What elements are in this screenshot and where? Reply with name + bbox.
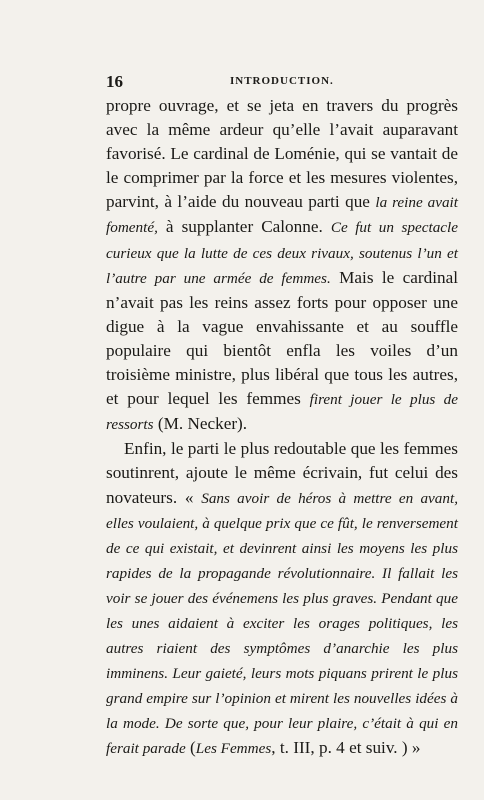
body-text [106,94,458,762]
italic-run: firent jouer le plus de ressorts [106,391,459,434]
running-title: INTRODUCTION. [230,75,334,87]
page-number: 16 [106,72,123,91]
paragraph-1 [106,94,458,437]
italic-run: la reine avait fomenté, [106,194,458,237]
text-run: ( [185,738,196,758]
paragraph-2 [106,437,458,761]
italic-run: Ce fut un spectacle curieux que la lutte de ces deux rivaux, soutenus l’un et l’autre par une armée de femmes. [106,219,458,287]
italic-run: Sans avoir de héros à mettre en avant, elles voulaient, à quelque prix que ce fût, le renversement de ce qui existait, et devinrent ainsi les moyens les plus rapides de la propagande révolutionnaire. Il fallait les voir se jouer des événemens les plus graves. Pendant que les unes aidaient à exciter les orages politiques, les autres riaient des symptômes d’anarchie les plus imminens. Leur gaieté, leurs mots piquans prirent le plus grand empire sur l’opinion et mirent les nouvelles idées à la mode. De sorte que, pour leur plaire, c’était à qui en ferait parade [106,489,458,758]
text-run: propre ouvrage, et se jeta en travers du progrès avec la même ardeur qu’elle l’avait auparavant favorisé. Le cardinal de Loménie, qui se vantait de le comprimer par la force et les mesures violentes, parvint, à l’aide du nouveau parti que [106,96,458,212]
text-run: à supplanter Calonne. [157,217,331,237]
text-run: Mais le cardinal n’avait pas les reins assez forts pour opposer une digue à la vague envahissante et au souffle populaire qui bientôt enfla les voiles d’un troisième ministre, plus libéral que tous les autres, et pour lequel les femmes [106,267,458,409]
italic-run: Les Femmes [195,740,272,758]
text-run: Enfin, le parti le plus redoutable que les femmes soutinrent, ajoute le même écrivain, fut celui des novateurs. « [106,439,458,507]
text-run: , t. III, p. 4 et suiv. ) » [271,738,421,758]
text-run: (M. Necker). [153,414,248,434]
page-header [106,72,458,94]
